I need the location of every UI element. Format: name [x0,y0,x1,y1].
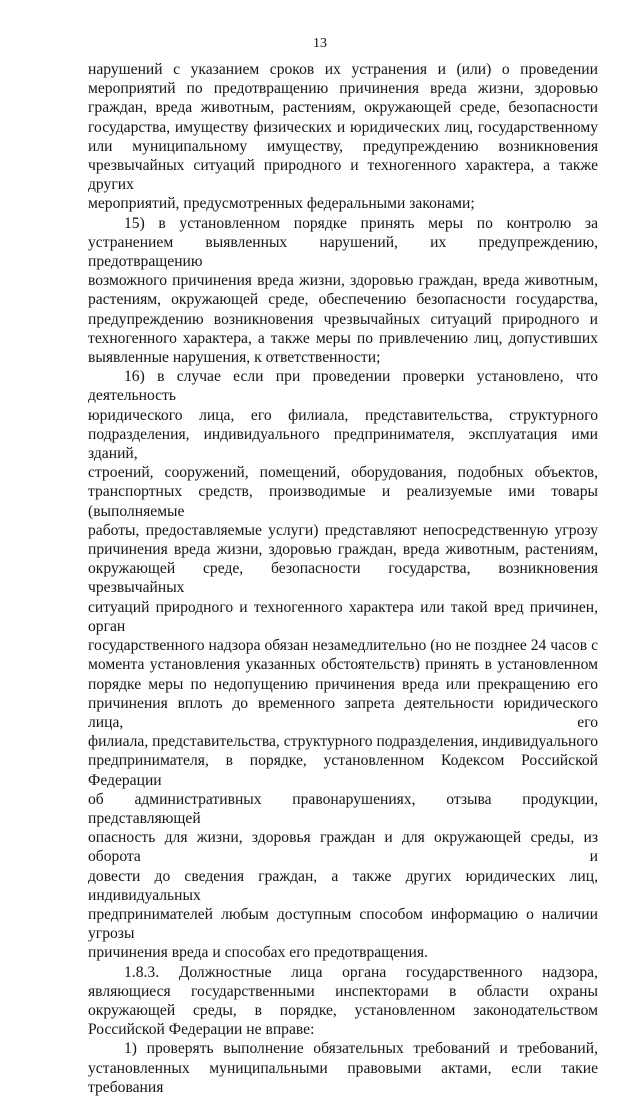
text-line: филиала, представительства, структурного подразделения, индивидуального [88,733,598,751]
text-line: мероприятий по предотвращению причинения вреда жизни, здоровью [88,80,598,98]
text-line: причинения вреда и способах его предотвращения. [88,944,428,962]
text-line: государственного надзора обязан незамедлительно (но не позднее 24 часов с [88,637,598,655]
text-line: ситуаций природного и техногенного характера или такой вред причинен, орган [88,598,598,635]
text-line: техногенного характера, а также меры по привлечению лиц, допустивших [88,329,598,347]
text-line: опасность для жизни, здоровья граждан и для окружающей среды, из оборота и [88,829,598,866]
text-line: нарушений с указанием сроков их устранения и (или) о проведении [88,61,598,78]
text-line: устранением выявленных нарушений, их предупреждению, предотвращению [88,233,598,271]
text-line: установленных муниципальными правовыми актами, если такие требования [88,1059,598,1096]
text-line: граждан, вреда животным, растениям, окружающей среде, безопасности [88,99,598,117]
text-line: момента установления указанных обстоятельств) принять в установленном [88,656,598,674]
text-line: причинения вплоть до временного запрета деятельности юридического лица, его [88,694,598,731]
document-body [88,60,598,1097]
text-line: порядке меры по недопущению причинения вреда или прекращению его [88,675,598,693]
text-line: причинения вреда жизни, здоровью граждан, вреда животным, растениям, [88,541,598,559]
text-line: выявленные нарушения, к ответственности; [88,349,381,367]
text-line: или муниципальному имуществу, предупреждению возникновения [88,137,598,155]
text-line: юридического лица, его филиала, представительства, структурного [88,406,598,424]
text-line: 15) в установленном порядке принять меры по контролю за [124,214,598,232]
text-line: чрезвычайных ситуаций природного и техногенного характера, а также других [88,157,598,194]
text-line: довести до сведения граждан, а также других юридических лиц, индивидуальных [88,867,598,904]
text-line: работы, предоставляемые услуги) представляют непосредственную угрозу [88,521,598,539]
text-line: 1.8.3. Должностные лица органа государственного надзора, [124,963,598,981]
text-line: предпринимателей любым доступным способом информацию о наличии угрозы [88,905,598,943]
text-line: окружающей среде, безопасности государства, возникновения чрезвычайных [88,560,598,597]
text-line: возможного причинения вреда жизни, здоровью граждан, вреда животным, [88,272,598,290]
text-line: государства, имуществу физических и юридических лиц, государственному [88,118,598,136]
text-line: об административных правонарушениях, отзыва продукции, представляющей [88,790,598,827]
text-line: предупреждению возникновения чрезвычайных ситуаций природного и [88,310,598,328]
text-line: подразделения, индивидуального предпринимателя, эксплуатация ими зданий, [88,425,598,463]
text-line: 16) в случае если при проведении проверки установлено, что деятельность [88,368,598,405]
page-number: 13 [313,36,327,51]
text-line: Российской Федерации не вправе: [88,1021,315,1039]
text-line: являющиеся государственными инспекторами в области охраны [88,982,598,1000]
text-line: окружающей среды, в порядке, установленном законодательством [88,1001,598,1019]
text-line: транспортных средств, производимые и реализуемые ими товары (выполняемые [88,483,598,520]
text-line: растениям, окружающей среде, обеспечению безопасности государства, [88,291,598,309]
text-line: 1) проверять выполнение обязательных требований и требований, [124,1040,598,1058]
text-line: мероприятий, предусмотренных федеральными законами; [88,195,475,213]
text-line: строений, сооружений, помещений, оборудования, подобных объектов, [88,464,598,482]
text-line: предпринимателя, в порядке, установленном Кодексом Российской Федерации [88,752,598,789]
